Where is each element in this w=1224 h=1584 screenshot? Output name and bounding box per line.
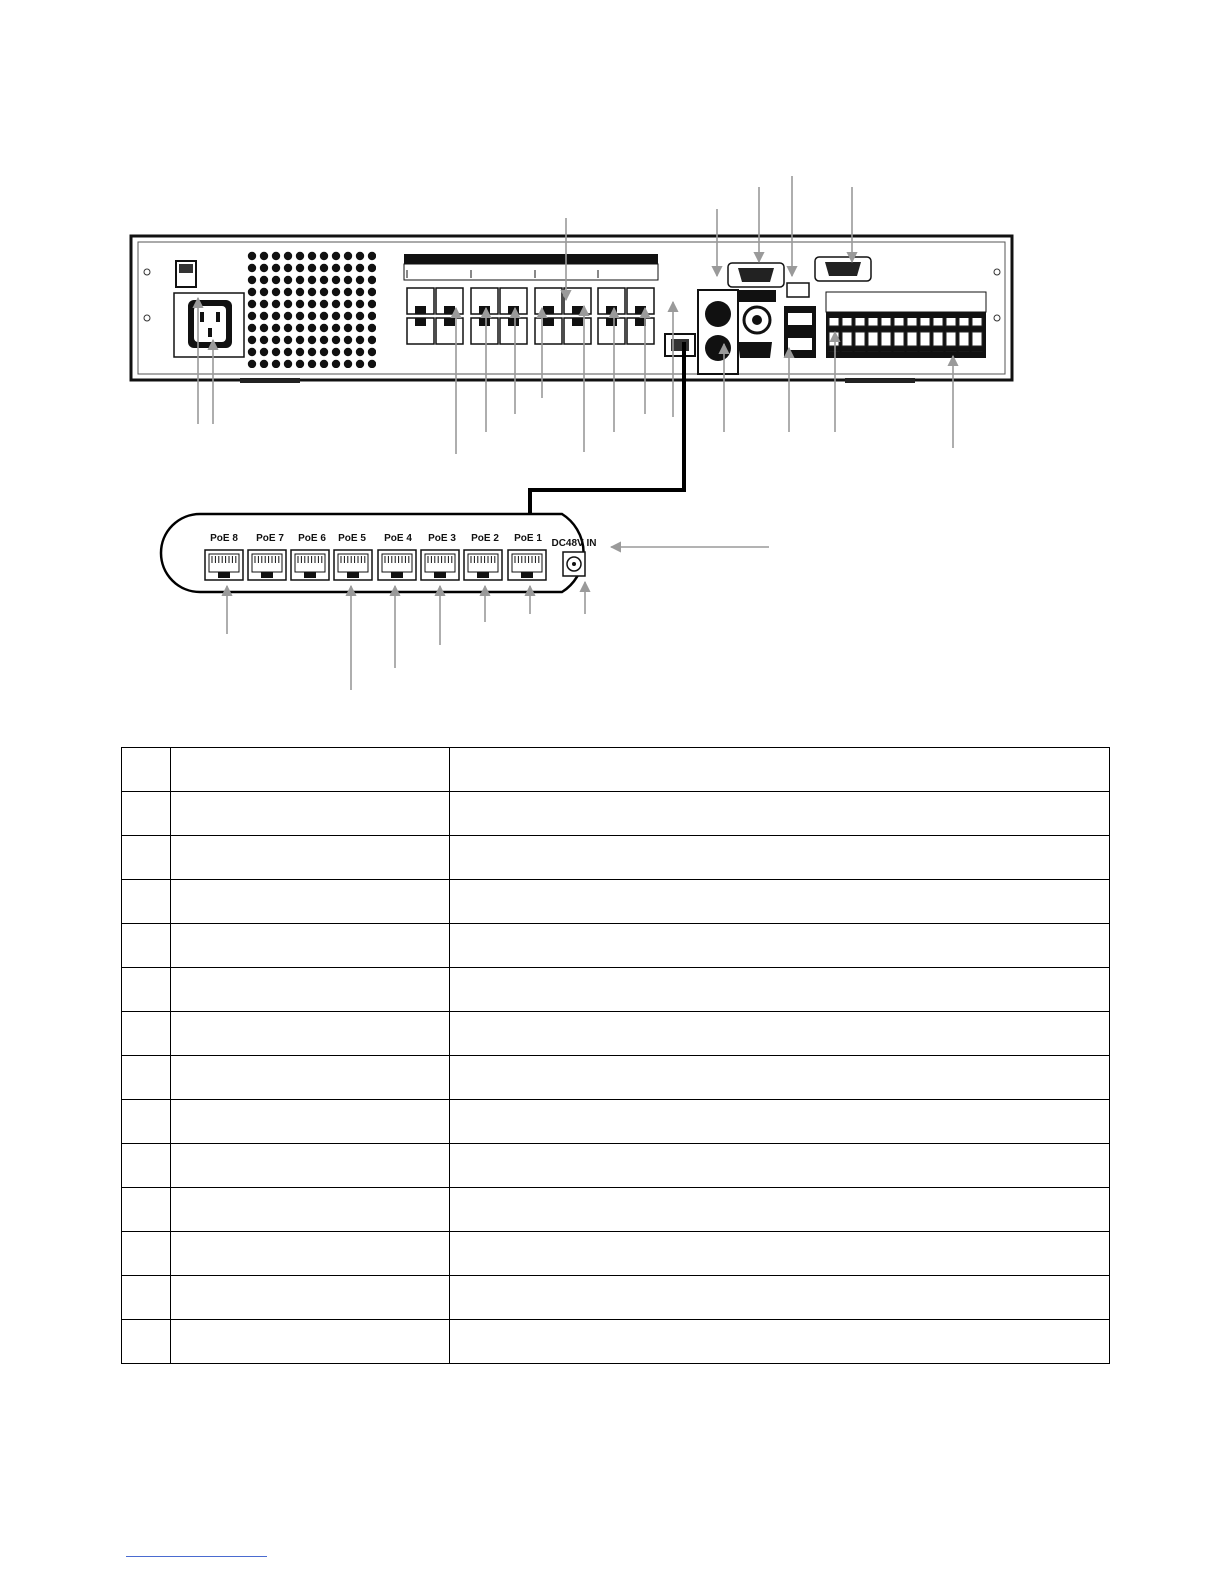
port-name-cell: [171, 1188, 450, 1232]
port-name-cell: [171, 1320, 450, 1364]
table-row: [122, 792, 1110, 836]
table-row: [122, 880, 1110, 924]
row-number-cell: [122, 1276, 171, 1320]
row-number-cell: [122, 792, 171, 836]
power-switch-icon: [176, 261, 196, 287]
rj45-port-icon: [421, 550, 459, 580]
rj45-port-icon: [535, 288, 562, 314]
row-number-cell: [122, 1144, 171, 1188]
poe-port-label: [471, 533, 499, 544]
rj45-port-icon: [471, 318, 498, 344]
svg-text:PoE 2: PoE 2: [471, 533, 499, 544]
rj45-port-icon: [378, 550, 416, 580]
port-name-cell: [171, 1232, 450, 1276]
svg-text:PoE 4: PoE 4: [384, 533, 412, 544]
rj45-port-icon: [471, 288, 498, 314]
hdmi-port-icon: [738, 342, 772, 358]
port-description-cell: [450, 1144, 1110, 1188]
rj45-port-icon: [205, 550, 243, 580]
rj45-port-icon: [500, 318, 527, 344]
svg-text:PoE 3: PoE 3: [428, 533, 456, 544]
table-row: [122, 924, 1110, 968]
port-name-cell: [171, 748, 450, 792]
port-description-cell: [450, 1056, 1110, 1100]
poe-port-label: [514, 533, 542, 544]
svg-text:PoE 8: PoE 8: [210, 533, 238, 544]
footer-link-underline[interactable]: [126, 1556, 267, 1557]
poe-port-label: [210, 533, 238, 544]
row-number-cell: [122, 924, 171, 968]
rj45-port-icon: [334, 550, 372, 580]
rj45-port-icon: [464, 550, 502, 580]
row-number-cell: [122, 1232, 171, 1276]
fan-grille-icon: [246, 250, 376, 368]
table-row: [122, 968, 1110, 1012]
port-description-cell: [450, 1276, 1110, 1320]
port-name-cell: [171, 1056, 450, 1100]
poe-port-label: [384, 533, 412, 544]
rj45-port-icon: [598, 318, 625, 344]
rj45-port-icon: [564, 288, 591, 314]
dc-power-jack-icon: [563, 552, 585, 576]
row-number-cell: [122, 836, 171, 880]
row-number-cell: [122, 1056, 171, 1100]
rj45-port-icon: [508, 550, 546, 580]
port-description-cell: [450, 1320, 1110, 1364]
row-number-cell: [122, 968, 171, 1012]
rj45-port-icon: [291, 550, 329, 580]
port-name-cell: [171, 968, 450, 1012]
row-number-cell: [122, 748, 171, 792]
port-description-cell: [450, 792, 1110, 836]
poe-port-label: [256, 533, 284, 544]
alarm-terminal-icon: [826, 292, 986, 358]
row-number-cell: [122, 1100, 171, 1144]
table-row: [122, 1056, 1110, 1100]
port-description-cell: [450, 1100, 1110, 1144]
table-row: [122, 1232, 1110, 1276]
rj45-port-icon: [564, 318, 591, 344]
table-row: [122, 1276, 1110, 1320]
poe-port-label: [298, 533, 326, 544]
rj45-port-icon: [436, 288, 463, 314]
rj45-port-icon: [407, 318, 434, 344]
svg-text:PoE 6: PoE 6: [298, 533, 326, 544]
rs232-port-icon: [815, 257, 871, 281]
port-name-cell: [171, 924, 450, 968]
ac-power-socket-icon: [174, 293, 244, 357]
svg-text:PoE 7: PoE 7: [256, 533, 284, 544]
svg-text:DC48V IN: DC48V IN: [551, 538, 597, 549]
port-name-cell: [171, 836, 450, 880]
table-row: [122, 1012, 1110, 1056]
port-name-cell: [171, 1144, 450, 1188]
connector-description-table: [121, 747, 1110, 1364]
poe-port-label: [338, 533, 366, 544]
table-row: [122, 1144, 1110, 1188]
vga-port-icon: [728, 263, 784, 287]
rj45-port-icon: [598, 288, 625, 314]
rj45-port-icon: [627, 288, 654, 314]
rj45-port-icon: [436, 318, 463, 344]
port-name-cell: [171, 1100, 450, 1144]
port-name-cell: [171, 1276, 450, 1320]
port-description-cell: [450, 880, 1110, 924]
port-name-cell: [171, 1012, 450, 1056]
rj45-port-icon: [500, 288, 527, 314]
rear-panel-diagram: [0, 0, 1224, 720]
table-row: [122, 1188, 1110, 1232]
port-name-cell: [171, 792, 450, 836]
port-description-cell: [450, 1232, 1110, 1276]
rj45-port-icon: [248, 550, 286, 580]
rj45-port-icon: [627, 318, 654, 344]
dc-power-label: [551, 538, 596, 549]
row-number-cell: [122, 1012, 171, 1056]
port-description-cell: [450, 836, 1110, 880]
table-row: [122, 1100, 1110, 1144]
port-name-cell: [171, 880, 450, 924]
row-number-cell: [122, 1188, 171, 1232]
port-description-cell: [450, 748, 1110, 792]
port-description-cell: [450, 924, 1110, 968]
row-number-cell: [122, 1320, 171, 1364]
svg-text:PoE 5: PoE 5: [338, 533, 366, 544]
port-description-cell: [450, 1012, 1110, 1056]
rj45-port-icon: [535, 318, 562, 344]
table-row: [122, 748, 1110, 792]
uplink-rj45-port: [665, 334, 695, 356]
row-number-cell: [122, 880, 171, 924]
port-description-cell: [450, 968, 1110, 1012]
port-description-cell: [450, 1188, 1110, 1232]
table-row: [122, 1320, 1110, 1364]
poe-port-label: [428, 533, 456, 544]
table-row: [122, 836, 1110, 880]
svg-text:PoE 1: PoE 1: [514, 533, 542, 544]
poe-switch-module: [161, 514, 597, 592]
rj45-port-icon: [407, 288, 434, 314]
